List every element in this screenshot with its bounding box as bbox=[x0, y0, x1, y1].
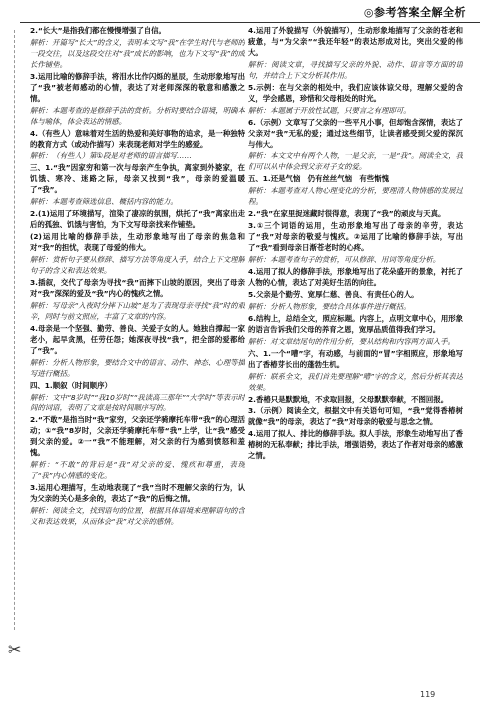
analysis-paragraph: 解析：本题考查对人物心理变化的分析，要理清人物情感的发展过程。 bbox=[248, 186, 463, 207]
answer-paragraph: 2.“我”在家里捉迷藏时很得意，表现了“我”的顽皮与天真。 bbox=[248, 209, 446, 219]
answer-paragraph: 3.运用比喻的修辞手法，将泪水比作闪烁的星辰，生动形象地写出了“我”被老师感动的心情，表达了对老师深深的敬意和感激之情。 bbox=[30, 71, 245, 103]
answer-paragraph: 6.（示例）文章写了父亲的一些平凡小事，但却饱含深情，表达了父亲对“我”无私的爱；通过这些细节，让读者感受到父爱的深沉与伟大。 bbox=[248, 117, 463, 149]
answer-paragraph: 2.“长大”是指我们都在慢慢增强了自信。 bbox=[30, 26, 166, 35]
answer-paragraph: 3.①三个词语的运用，生动形象地写出了母亲的辛劳，表达了“我”对母亲的敬爱与愧疚。②运用了比喻的修辞手法，写出了“我”看到母亲日渐苍老时的心疼。 bbox=[248, 221, 463, 253]
answer-paragraph: 6.结构上，总结全文，照应标题。内容上，点明文章中心，用形象的语言告诉我们父母的养育之恩，宽厚品质值得我们学习。 bbox=[248, 313, 463, 334]
answer-paragraph: (2)运用比喻的修辞手法，生动形象地写出了母亲的焦急和对“我”的担忧，表现了母爱的伟大。 bbox=[30, 232, 245, 253]
analysis-paragraph: 解析：分析人物形象，要结合文中的语言、动作、神态、心理等描写进行概括。 bbox=[30, 357, 245, 378]
left-column bbox=[30, 26, 245, 678]
answer-paragraph: 3.运用心理描写，生动地表现了“我”当时不理解父亲的行为，认为父亲的关心是多余的，表达了“我”的后悔之情。 bbox=[30, 483, 245, 504]
analysis-paragraph: 解析：本题考查筛选信息、概括内容的能力。 bbox=[30, 197, 178, 207]
answer-paragraph: 4.运用了拟人的修辞手法，形象地写出了花朵盛开的景象，衬托了人物的心情，表达了对美好生活的向往。 bbox=[248, 267, 463, 287]
answer-paragraph: 4.（有些人）意味着对生活的热爱和美好事物的追求，是一种独特的教育方式（或动作描写）来表现老师对学生的感爱。 bbox=[30, 128, 245, 149]
analysis-paragraph: 解析：对文章结尾句的作用分析，要从结构和内容两方面入手。 bbox=[248, 336, 455, 346]
answer-paragraph: 4.运用了外貌描写（外貌描写），生动形象地描写了父亲的苍老和疲惫，与“为父亲”“我还年轻”的表达形成对比，突出父爱的伟大。 bbox=[248, 26, 463, 57]
analysis-paragraph: 解析：本文文中有两个人物，一是父亲，一是“我”。阅读全文，我们可以从中体会到父亲对子女的爱。 bbox=[248, 151, 463, 172]
page-header bbox=[0, 0, 500, 22]
answer-paragraph: 四、1.顺叙（时间顺序） bbox=[30, 380, 112, 390]
answer-paragraph: 五、1.还是气恼 仍有丝丝气恼 有些惭愧 bbox=[248, 174, 389, 184]
answer-paragraph: 2.“不敢”是指当时“我”家穷，父亲还学骑摩托车带“我”的心理活动；①“我”8岁时，父亲还学骑摩托车带“我”上学，让“我”感受到父亲的爱。②一“我”不能理解，对父亲的行为感到愤怒和羞愧。 bbox=[30, 415, 245, 458]
analysis-paragraph: 解析：写母亲“入夜时分摔下山坡”是为了表现母亲寻找“我”时的艰辛，同时与前文照应，丰富了文章的内容。 bbox=[30, 300, 245, 321]
right-column bbox=[248, 26, 463, 678]
analysis-paragraph: 解析：（有些人）第①段是对老师的语言描写…… bbox=[30, 151, 192, 161]
analysis-paragraph: 解析：本题考查句子的赏析，可从修辞、用词等角度分析。 bbox=[248, 255, 441, 265]
analysis-paragraph: 解析：赏析句子要从修辞、描写方法等角度入手，结合上下文理解句子的含义和表达效果。 bbox=[30, 255, 245, 276]
answer-paragraph: 2.(1)运用了环境描写，渲染了凄凉的氛围，烘托了“我”离家出走后的孤独、饥饿与害怕，为下文写母亲找来作铺垫。 bbox=[30, 209, 245, 230]
header-title: ◎参考答案全解全析 bbox=[363, 6, 466, 19]
analysis-paragraph: 解析：阅读文章，寻找描写父亲的外貌、动作、语言等方面的语句，并结合上下文分析其作用。 bbox=[248, 59, 463, 80]
answer-paragraph: 5.父亲是个勤劳、宽厚仁慈、善良、有责任心的人。 bbox=[248, 289, 419, 299]
analysis-paragraph: 解析：开篇写“长大”的含义，表明本文写“我”在学生时代与老师的一段交往，以及这段交往对“我”成长的影响，也为下文写“我”的成长作铺垫。 bbox=[30, 37, 245, 69]
answer-paragraph: 六、1.一个“嘈”字，有动感，与前面的“冒”字相照应，形象地写出了香椿芽长出的蓬勃生机。 bbox=[248, 348, 463, 369]
analysis-paragraph: 解析：文中“8岁时”“我10岁时”“我读高三那年”“大学时”等表示时间的词语，表明了文章是按时间顺序写的。 bbox=[30, 392, 245, 413]
answer-paragraph: 4.运用了拟人、排比的修辞手法。拟人手法，形象生动地写出了香椿树的无私奉献；排比手法，增强语势，表达了作者对母亲的感激之情。 bbox=[248, 429, 463, 461]
answer-paragraph: 5.示例：在与父亲的相处中，我们应该体谅父母，理解父爱的含义，学会感恩，珍惜和父母相处的时光。 bbox=[248, 82, 463, 103]
answer-paragraph: 3.插叙，交代了母亲为寻找“我”而摔下山坡的原因，突出了母亲对“我”深深的爱及“我”内心的愧疚之情。 bbox=[30, 277, 245, 298]
analysis-paragraph: 解析：“不敢”的背后是“我”对父亲的爱、愧疚和尊重，表现了“我”内心情感的变化。 bbox=[30, 460, 245, 481]
answer-paragraph: 2.香椿只是默默地，不求取回报，父母默默奉献，不图回报。 bbox=[248, 394, 449, 404]
page-number: 119 bbox=[420, 690, 436, 699]
answer-paragraph: 3.（示例）阅读全文，根据文中有关语句可知，“我”觉得香椿树就像“我”的母亲，表达了“我”对母亲的敬爱与思念之情。 bbox=[248, 406, 463, 427]
answer-paragraph: 三、1.“我”因家穷和第一次与母亲产生争执，离家到外婆家，在饥饿、寒冷、迷路之际，母亲又找到“我”，母亲的爱温暖了“我”。 bbox=[30, 163, 245, 195]
analysis-paragraph: 解析：联系全文，我们首先要理解“嘈”字的含义，然后分析其表达效果。 bbox=[248, 371, 463, 392]
analysis-paragraph: 解析：阅读全文，找到语句的位置，根据具体语境来理解语句的含义和表达效果，从而体会“我”对父亲的感情。 bbox=[30, 506, 245, 526]
analysis-paragraph: 解析：本题属于开放性试题，只要言之有理即可。 bbox=[248, 105, 411, 115]
cut-line bbox=[14, 30, 15, 630]
analysis-paragraph: 解析：本题考查的是修辞手法的赏析。分析时要结合语境，明确本体与喻体，体会表达的情感。 bbox=[30, 105, 245, 126]
analysis-paragraph: 解析：分析人物形象，要结合具体事件进行概括。 bbox=[248, 301, 411, 311]
scissors-icon: ✂ bbox=[8, 640, 22, 659]
header-rule bbox=[20, 22, 480, 23]
answer-paragraph: 4.母亲是一个坚强、勤劳、善良、关爱子女的人。她独自撑起一家老小，起早贪黑，任劳任怨；她深夜寻找“我”，把全部的爱都给了“我”。 bbox=[30, 323, 245, 355]
